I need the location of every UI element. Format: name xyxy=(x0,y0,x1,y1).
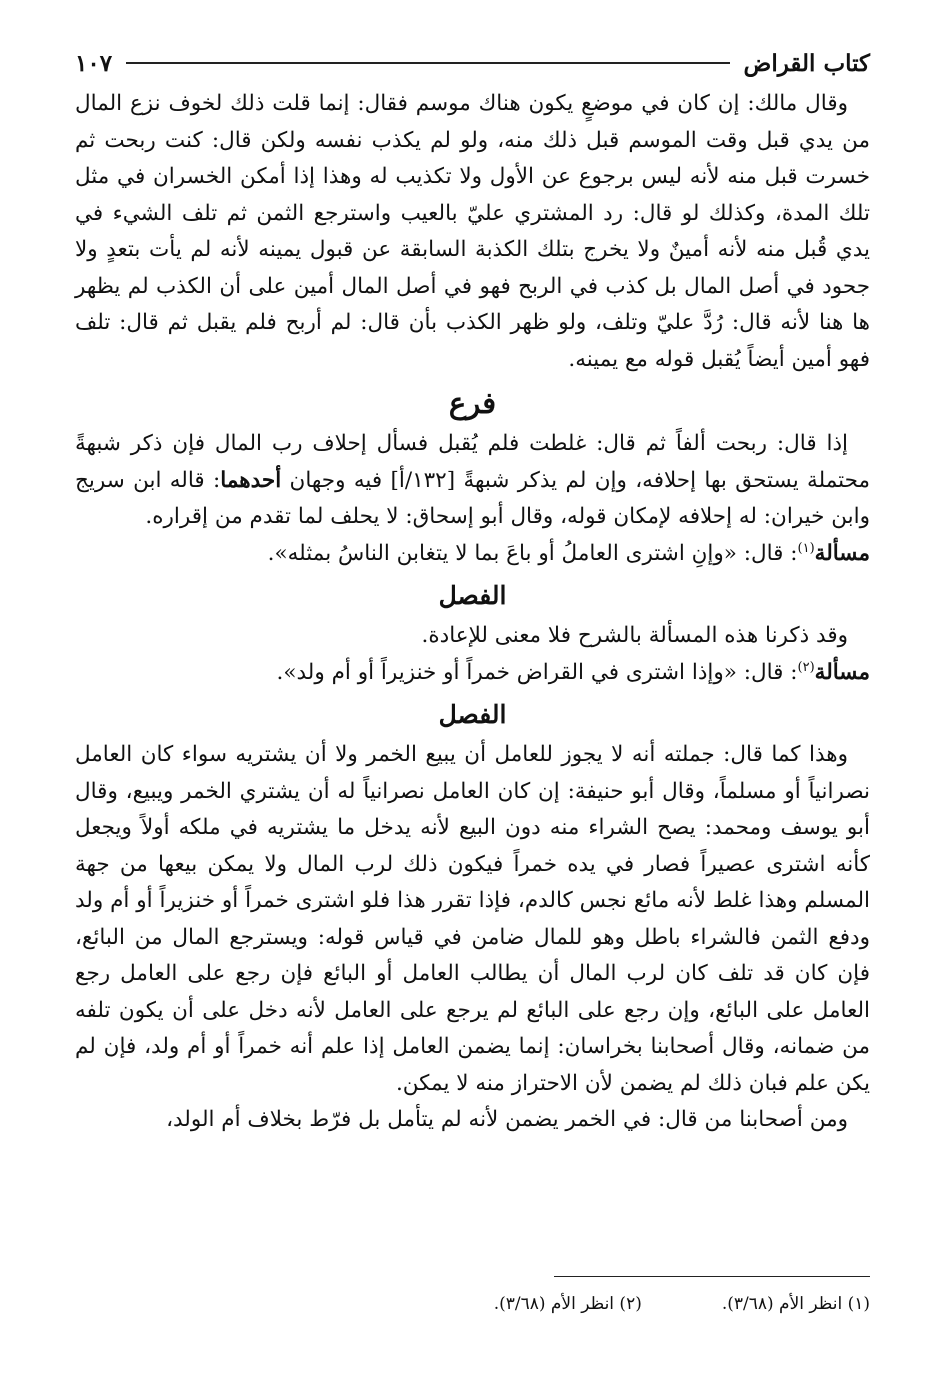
masala-1-text: : قال: «وإنِ اشترى العاملُ أو باعَ بما لا يتغابن الناسُ بمثله». xyxy=(267,540,798,566)
footnote-separator xyxy=(554,1276,870,1277)
footnote-1: (١) انظر الأم (٣/٦٨). xyxy=(721,1294,870,1314)
masala-2-text: : قال: «وإذا اشترى في القراض خمراً أو خنزيراً أو أم ولد». xyxy=(276,659,798,685)
paragraph-malik: وقال مالك: إن كان في موضعٍ يكون هناك موسم فقال: إنما قلت ذلك لخوف نزع المال من يدي قبل وقت الموسم قبل ذلك منه، ولو لم يكذب نفسه ولكن قال: كنت ربحت ثم خسرت قبل منه لأنه ليس برجوع عن الأول ولا تكذيب له وهذا إذا أمكن الخسران في مثل تلك المدة، وكذلك لو قال: رد المشتري عليّ بالعيب واسترجع الثمن ثم تلف الشيء في يدي قُبل منه لأنه أمينٌ ولا يخرج بتلك الكذبة السابقة عن قبول يمينه لأنه لم يأت بتعدٍ ولا جحود في أصل المال بل كذب في الربح فهو في أصل المال أمين على أن الكذب لم يظهر ها هنا لأنه قال: رُدَّ عليّ وتلف، ولو ظهر الكذب بأن قال: لم أربح فلم يقبل ثم قال: تلف فهو أمين أيضاً يُقبل قوله مع يمينه. xyxy=(75,91,870,372)
paragraph-far-text-2: : قاله ابن سريج وابن خيران: له إحلافه لإمكان قوله، وقال أبو إسحاق: لا يحلف لما تقدم من إقراره. xyxy=(75,467,870,529)
paragraph-ashab: ومن أصحابنا من قال: في الخمر يضمن لأنه لم يتأمل بل فرّط بخلاف أم الولد، xyxy=(166,1107,848,1132)
paragraph-repeat: وقد ذكرنا هذه المسألة بالشرح فلا معنى للإعادة. xyxy=(421,623,848,648)
heading-fasl-1: الفصل xyxy=(438,581,507,610)
running-header xyxy=(75,40,870,86)
footnote-ref-2: (٢) xyxy=(797,659,815,675)
masala-2-label: مسألة xyxy=(814,659,870,685)
heading-far: فرع xyxy=(448,386,497,420)
masala-2 xyxy=(75,655,870,692)
main-text xyxy=(75,86,870,1139)
footnote-2: (٢) انظر الأم (٣/٦٨). xyxy=(493,1294,642,1314)
heading-fasl-2: الفصل xyxy=(438,700,507,729)
paragraph-far-text-1: إذا قال: ربحت ألفاً ثم قال: غلطت فلم يُقبل فسأل إحلاف رب المال فإن ذكر شبهةً محتملة يستحق بها إحلافه، وإن لم يذكر شبهةً [١٣٢/أ] فيه وجهان xyxy=(75,431,871,493)
paragraph-far xyxy=(75,426,870,536)
paragraph-far-bold: أحدهما xyxy=(220,467,282,493)
paragraph-khamr: وهذا كما قال: جملته أنه لا يجوز للعامل أن يبيع الخمر ولا أن يشتريه سواء كان العامل نصرانياً أو مسلماً، وقال أبو حنيفة: إن كان العامل نصرانياً له أن يشتري الخمر ويبيع، وقال أبو يوسف ومحمد: يصح الشراء منه دون البيع لأنه يدخل ما يشتريه في ملكه أولاً ويجعل كأنه اشترى عصيراً فصار في يده خمراً فيكون ذلك لرب المال ولا يمكن بيعها من جهة المسلم وهذا غلط لأنه مائع نجس كالدم، فإذا تقرر هذا فلو اشترى خمراً أو خنزيراً أو أم ولد ودفع الثمن فالشراء باطل وهو للمال ضامن في قياس قوله: ويسترجع المال من البائع، فإن كان قد تلف كان لرب المال أن يطالب العامل أو البائع فإن رجع على العامل رجع العامل على البائع، وإن رجع على البائع لم يرجع على العامل لأنه دخل على أن يكون تلفه من ضمانه، وقال أصحابنا بخراسان: إنما يضمن العامل إذا علم أنه خمراً أو أم ولد، فإن لم يكن علم فبان ذلك لم يضمن لأن الاحتراز منه لا يمكن. xyxy=(75,742,870,1096)
masala-1 xyxy=(75,536,870,573)
page-number: ١٠٧ xyxy=(75,49,113,77)
header-rule xyxy=(126,62,729,64)
chapter-title: كتاب القراض xyxy=(743,49,870,77)
masala-1-label: مسألة xyxy=(814,540,870,566)
book-page xyxy=(75,40,870,1340)
footnotes xyxy=(75,1290,870,1318)
footnote-ref-1: (١) xyxy=(797,540,815,556)
